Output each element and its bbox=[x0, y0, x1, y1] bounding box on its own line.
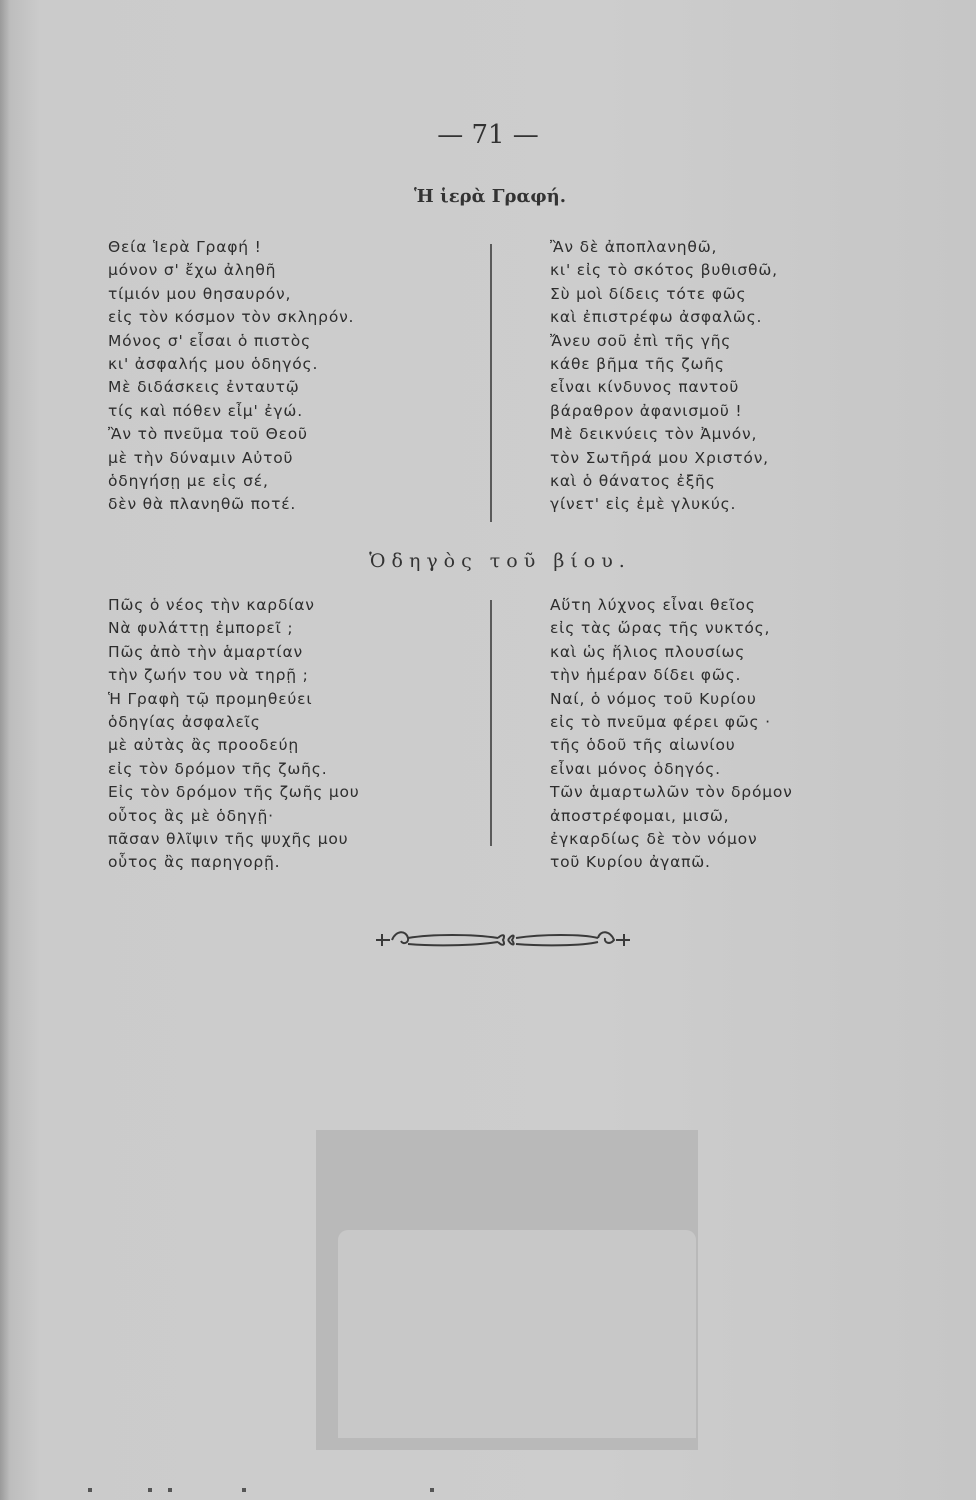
verse-line: τὴν ζωήν του νὰ τηρῇ ; bbox=[108, 666, 309, 685]
verse-line: Ἡ Γραφὴ τῷ προμηθεύει bbox=[108, 689, 313, 708]
verse-line: Σὺ μοὶ δίδεις τότε φῶς bbox=[550, 284, 747, 303]
verse-line: Πῶς ὁ νέος τὴν καρδίαν bbox=[108, 596, 315, 614]
poem1-left-column bbox=[108, 236, 354, 517]
verse-line: τὴν ἡμέραν δίδει φῶς. bbox=[550, 666, 742, 685]
verse-line: Ἄνευ σοῦ ἐπὶ τῆς γῆς bbox=[550, 331, 732, 350]
verse-line: βάραθρον ἀφανισμοῦ ! bbox=[550, 401, 743, 420]
verse-line: Νὰ φυλάττῃ ἐμπορεῖ ; bbox=[108, 619, 294, 638]
verse-line: τίς καὶ πόθεν εἶμ' ἐγώ. bbox=[108, 401, 303, 420]
verse-line: τοῦ Κυρίου ἀγαπῶ. bbox=[550, 853, 711, 872]
verse-line: Πῶς ἀπὸ τὴν ἁμαρτίαν bbox=[108, 642, 303, 661]
verse-line: ὁδηγήσῃ με εἰς σέ, bbox=[108, 471, 269, 490]
verse-line: οὗτος ἂς μὲ ὁδηγῇ· bbox=[108, 806, 274, 825]
verse-line: ἐγκαρδίως δὲ τὸν νόμον bbox=[550, 829, 758, 848]
verse-line: τίμιόν μου θησαυρόν, bbox=[108, 284, 292, 303]
verse-line: γίνετ' εἰς ἐμὲ γλυκύς. bbox=[550, 495, 737, 514]
verse-line: εἶναι κίνδυνος παντοῦ bbox=[550, 378, 740, 397]
column-divider bbox=[490, 600, 492, 846]
verse-line: καὶ ὁ θάνατος ἐξῆς bbox=[550, 471, 716, 490]
verse-line: Εἰς τὸν δρόμον τῆς ζωῆς μου bbox=[108, 783, 360, 802]
poem1-right-column bbox=[550, 236, 778, 517]
bottom-edge-marks bbox=[30, 1486, 450, 1494]
page-number: — 71 — bbox=[437, 120, 539, 150]
verse-line: κι' εἰς τὸ σκότος βυθισθῶ, bbox=[550, 261, 778, 280]
verse-line: οὗτος ἂς παρηγορῇ. bbox=[108, 853, 281, 872]
verse-line: Μόνος σ' εἶσαι ὁ πιστὸς bbox=[108, 331, 311, 350]
verse-line: εἰς τὸ πνεῦμα φέρει φῶς · bbox=[550, 712, 771, 731]
verse-line: εἶναι μόνος ὁδηγός. bbox=[550, 759, 721, 778]
verse-line: καὶ ὡς ἥλιος πλουσίως bbox=[550, 642, 746, 661]
verse-line: ὁδηγίας ἀσφαλεῖς bbox=[108, 712, 261, 731]
column-divider bbox=[490, 244, 492, 522]
verse-line: εἰς τὰς ὥρας τῆς νυκτός, bbox=[550, 619, 771, 638]
blank-photo-inner-area bbox=[338, 1230, 696, 1438]
scroll-ornament-divider-icon bbox=[372, 920, 634, 960]
verse-line: Αὕτη λύχνος εἶναι θεῖος bbox=[550, 596, 756, 614]
verse-line: μὲ τὴν δύναμιν Αὐτοῦ bbox=[108, 448, 294, 467]
verse-line: Ἂν δὲ ἀποπλανηθῶ, bbox=[550, 238, 718, 256]
verse-line: εἰς τὸν κόσμον τὸν σκληρόν. bbox=[108, 308, 355, 327]
verse-line: Ἂν τὸ πνεῦμα τοῦ Θεοῦ bbox=[108, 425, 308, 444]
verse-line: εἰς τὸν δρόμον τῆς ζωῆς. bbox=[108, 759, 328, 778]
verse-line: κάθε βῆμα τῆς ζωῆς bbox=[550, 354, 725, 373]
poem-title-sacred-scripture: Ἡ ἱερὰ Γραφή. bbox=[414, 186, 566, 207]
verse-line: Θεία Ἱερὰ Γραφή ! bbox=[108, 238, 262, 256]
verse-line: Μὲ δεικνύεις τὸν Ἀμνόν, bbox=[550, 425, 758, 444]
verse-line: τῆς ὁδοῦ τῆς αἰωνίου bbox=[550, 736, 736, 755]
poem-title-guide-of-life: Ὁδηγὸς τοῦ βίου. bbox=[369, 550, 631, 572]
verse-line: κι' ἀσφαλής μου ὁδηγός. bbox=[108, 354, 319, 373]
verse-line: πᾶσαν θλῖψιν τῆς ψυχῆς μου bbox=[108, 829, 349, 848]
verse-line: καὶ ἐπιστρέφω ἀσφαλῶς. bbox=[550, 308, 763, 327]
poem2-left-column bbox=[108, 594, 360, 875]
verse-line: Μὲ διδάσκεις ἐνταυτῷ bbox=[108, 378, 300, 397]
verse-line: μόνον σ' ἔχω ἀληθῆ bbox=[108, 261, 277, 280]
verse-line: ἀποστρέφομαι, μισῶ, bbox=[550, 806, 730, 825]
verse-line: Τῶν ἁμαρτωλῶν τὸν δρόμον bbox=[550, 783, 793, 802]
verse-line: δὲν θὰ πλανηθῶ ποτέ. bbox=[108, 495, 297, 514]
verse-line: μὲ αὐτὰς ἂς προοδεύῃ bbox=[108, 736, 299, 755]
poem2-right-column bbox=[550, 594, 793, 875]
verse-line: τὸν Σωτῆρά μου Χριστόν, bbox=[550, 448, 769, 467]
verse-line: Ναί, ὁ νόμος τοῦ Κυρίου bbox=[550, 689, 757, 708]
